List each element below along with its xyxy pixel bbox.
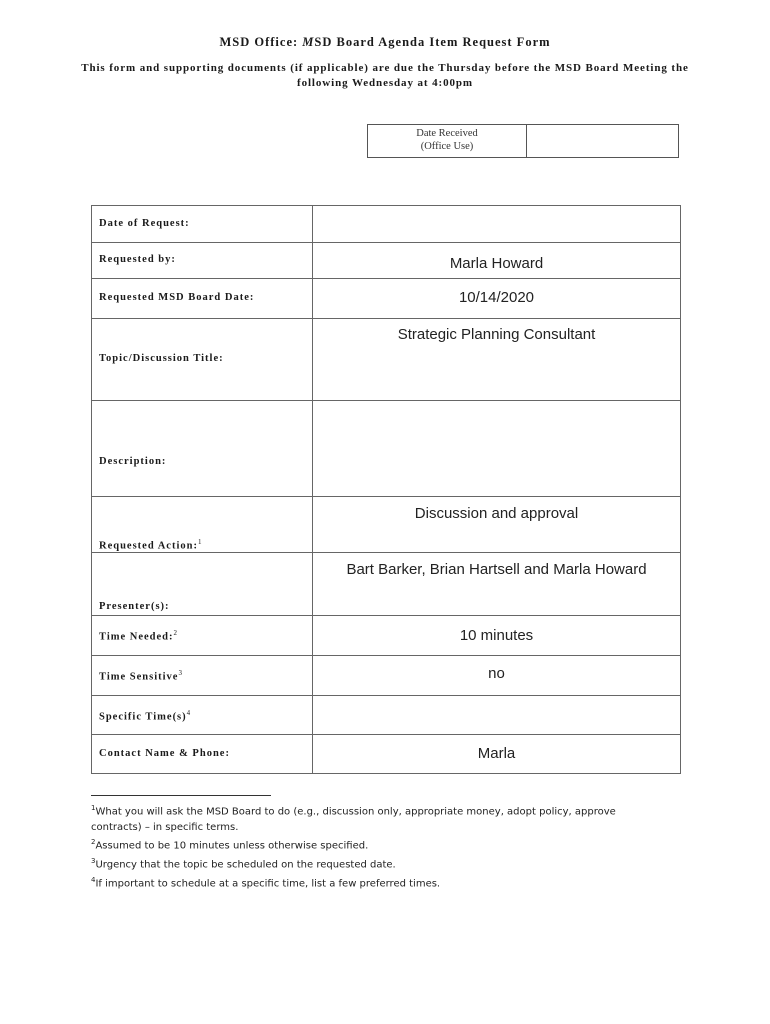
requested-by-field[interactable] bbox=[313, 243, 681, 279]
row-topic-title bbox=[92, 319, 681, 401]
footnote-1-number: 1 bbox=[91, 804, 96, 812]
topic-title-value: Strategic Planning Consultant bbox=[397, 326, 596, 343]
label-cell bbox=[92, 401, 313, 497]
requested-action-label bbox=[99, 538, 202, 552]
footnote-2-text: Assumed to be 10 minutes unless otherwise specified. bbox=[95, 840, 369, 852]
title-italic: M bbox=[302, 35, 315, 49]
label-cell bbox=[92, 206, 313, 243]
footnote-4-text: If important to schedule at a specific time, list a few preferred times. bbox=[95, 878, 441, 890]
label-cell bbox=[92, 553, 313, 616]
requested-by-value: Marla Howard bbox=[449, 255, 544, 272]
description-label: Description: bbox=[99, 456, 167, 467]
footnote-ref-1: 1 bbox=[197, 538, 203, 546]
footnote-3-number: 3 bbox=[91, 857, 96, 866]
time-needed-field[interactable] bbox=[313, 616, 681, 656]
row-requested-board-date bbox=[92, 279, 681, 319]
requested-action-label-text: Requested Action: bbox=[99, 540, 198, 552]
date-received-line1: Date Received bbox=[416, 128, 478, 139]
request-form-table bbox=[91, 205, 681, 774]
specific-times-field[interactable] bbox=[313, 696, 681, 735]
contact-value: Marla bbox=[477, 745, 516, 762]
presenters-value: Bart Barker, Brian Hartsell and Marla Howard bbox=[346, 561, 647, 578]
title-rest: SD Board Agenda Item Request Form bbox=[314, 35, 551, 49]
topic-title-label: Topic/Discussion Title: bbox=[99, 353, 224, 364]
time-sensitive-label-text: Time Sensitive bbox=[99, 671, 179, 683]
date-of-request-field[interactable] bbox=[313, 206, 681, 243]
row-requested-by bbox=[92, 243, 681, 279]
requested-by-label: Requested by: bbox=[99, 254, 176, 265]
row-time-sensitive bbox=[92, 656, 681, 696]
time-needed-label-text: Time Needed: bbox=[99, 631, 174, 643]
title-prefix: MSD Office: bbox=[219, 35, 303, 49]
requested-board-date-label: Requested MSD Board Date: bbox=[99, 292, 255, 303]
label-cell bbox=[92, 497, 313, 553]
label-cell bbox=[92, 319, 313, 401]
requested-board-date-value: 10/14/2020 bbox=[458, 289, 535, 306]
specific-times-label-text: Specific Time(s) bbox=[99, 711, 187, 723]
footnote-1 bbox=[91, 801, 651, 835]
row-date-of-request bbox=[92, 206, 681, 243]
row-contact bbox=[92, 735, 681, 774]
presenters-label: Presenter(s): bbox=[99, 601, 170, 612]
label-cell bbox=[92, 735, 313, 774]
form-title bbox=[0, 35, 770, 50]
topic-title-field[interactable] bbox=[313, 319, 681, 401]
requested-action-value: Discussion and approval bbox=[414, 505, 579, 522]
footnote-2 bbox=[91, 835, 651, 854]
contact-field[interactable] bbox=[313, 735, 681, 774]
date-received-label bbox=[368, 125, 527, 157]
footnote-3-text: Urgency that the topic be scheduled on the requested date. bbox=[95, 859, 396, 871]
time-needed-value: 10 minutes bbox=[459, 627, 534, 644]
date-of-request-label: Date of Request: bbox=[99, 218, 190, 229]
footnote-ref-2: 2 bbox=[173, 629, 179, 637]
footnote-1-text: What you will ask the MSD Board to do (e.g., discussion only, appropriate money, adopt policy, approve contracts) – in specific terms. bbox=[91, 806, 616, 833]
date-received-line2: (Office Use) bbox=[420, 141, 474, 152]
row-description bbox=[92, 401, 681, 497]
footnotes bbox=[91, 801, 651, 892]
row-requested-action bbox=[92, 497, 681, 553]
label-cell bbox=[92, 656, 313, 696]
specific-times-label bbox=[99, 709, 191, 723]
row-specific-times bbox=[92, 696, 681, 735]
label-cell bbox=[92, 616, 313, 656]
time-sensitive-field[interactable] bbox=[313, 656, 681, 696]
footnote-ref-3: 3 bbox=[178, 669, 183, 677]
requested-action-field[interactable] bbox=[313, 497, 681, 553]
requested-board-date-field[interactable] bbox=[313, 279, 681, 319]
presenters-field[interactable] bbox=[313, 553, 681, 616]
time-needed-label bbox=[99, 629, 178, 643]
label-cell bbox=[92, 243, 313, 279]
footnote-divider bbox=[91, 795, 271, 796]
row-time-needed bbox=[92, 616, 681, 656]
footnote-2-number: 2 bbox=[91, 838, 96, 847]
form-subtitle: This form and supporting documents (if applicable) are due the Thursday before the MSD Board Meeting the following Wednesday at 4:00pm bbox=[81, 62, 689, 89]
footnote-4-number: 4 bbox=[91, 875, 96, 884]
footnote-4 bbox=[91, 873, 651, 892]
footnote-3 bbox=[91, 854, 651, 873]
row-presenters bbox=[92, 553, 681, 616]
description-field[interactable] bbox=[313, 401, 681, 497]
footnote-ref-4: 4 bbox=[186, 709, 192, 717]
time-sensitive-value: no bbox=[488, 665, 505, 682]
office-use-box bbox=[367, 124, 679, 158]
time-sensitive-label bbox=[99, 669, 183, 683]
contact-label: Contact Name & Phone: bbox=[99, 748, 230, 759]
label-cell bbox=[92, 279, 313, 319]
label-cell bbox=[92, 696, 313, 735]
